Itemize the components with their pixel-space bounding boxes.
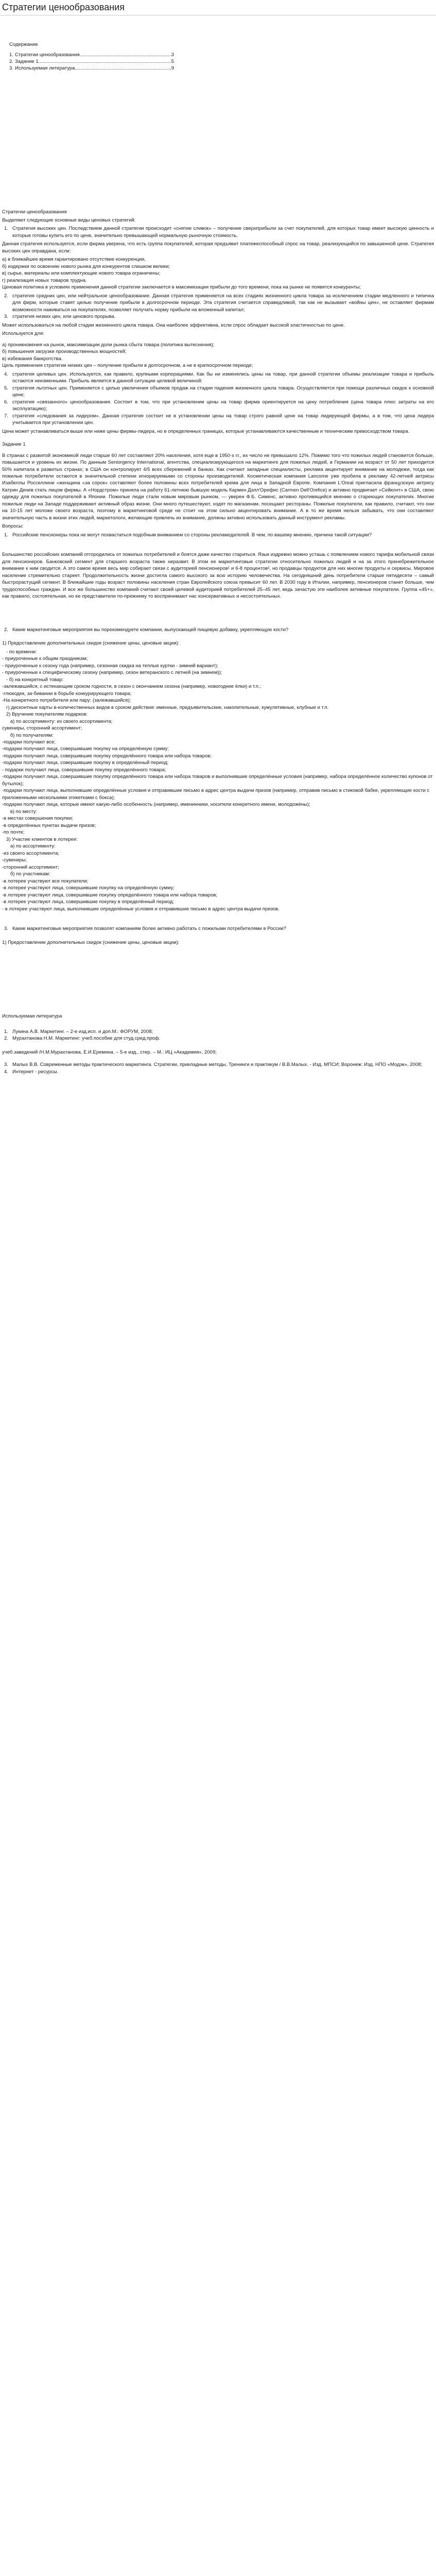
toc-item [9, 65, 174, 72]
list-item [2, 413, 434, 427]
literature-item [2, 1069, 434, 1075]
list-item [2, 293, 434, 313]
questions-label: Вопросы: [2, 523, 24, 530]
literature-item [2, 1061, 434, 1068]
answer-line: -в лотерее участвуют лица, совершившие покупку на определённую сумму; [2, 885, 175, 891]
answer-line: -подарки получают лица, совершившие покупку на определённую сумму; [2, 746, 169, 752]
answer-line: -из своего ассортимента; [2, 850, 60, 856]
answer-line: -подарки получают все; [2, 739, 56, 745]
answer-line: -глюкодек, за-бивании в борьбе конкурирующего товара; [2, 690, 132, 697]
section-heading: Используемая литература [2, 1013, 62, 1020]
list-line: г) реализация новых товаров трудна. [2, 277, 87, 283]
toc-item [9, 52, 174, 59]
toc-item [9, 59, 174, 65]
document-page [0, 0, 436, 1097]
table-of-contents [9, 41, 174, 72]
list-line: а) в ближайшее время гарантировано отсутствие конкуренции, [2, 257, 146, 263]
question-item [2, 925, 434, 932]
literature-text: Интернет - ресурсы. [12, 1069, 59, 1075]
paragraph: Выделяют следующие основные виды ценовых стратегий: [2, 217, 136, 223]
question-number: 2. [4, 626, 8, 633]
section-heading: Задание 1 [2, 442, 26, 448]
answer-line: -в лотерее участвуют все покупатели; [2, 878, 89, 884]
answer-sub: а) по ассортименту: из своего ассортимента; [2, 718, 113, 724]
toc-item-page: 3 [171, 52, 174, 58]
answer-line: - приуроченные к общим праздникам; [2, 656, 88, 662]
list-line: в) избежания банкротства. [2, 355, 63, 362]
answer-line: -в лотерее участвуют лица, совершившие покупку в определённый период; [2, 899, 175, 905]
toc-item-number: 3. [9, 65, 13, 71]
question-text: Российские пенсионеры пока не могут похвастаться подобным вниманием со стороны рекламодателей. В чем, по вашему мнению, причина такой ситуации? [12, 532, 372, 538]
list-item-number: 2. [4, 293, 8, 299]
task1-section [2, 441, 434, 946]
toc-item-label: Задание 1 [15, 58, 39, 64]
answer-line: сувениры, сторонний ассортимент; [2, 725, 82, 732]
questions-list [2, 532, 434, 538]
answer-line: -в лотерее участвуют лица, совершившие покупку определённого товара или набора товаров; [2, 892, 218, 898]
list-item-number: 5. [4, 385, 8, 391]
answer-line: -подарки получают лица, выполнившие определённые условия и отправившие письмо в адрес центра выдачи призов (например, отправив письмо в стиковой бабке, укрепляющие кости с приложенными несколькими этикетками с бокса); [2, 788, 430, 801]
toc-list [9, 52, 174, 72]
answer-line: - в лотерее участвуют лица, выполнившие определённые условия и отправившие письмо в адрес центра выдачи призов. [2, 906, 280, 912]
toc-leader [39, 59, 171, 65]
section-heading: Стратегии ценообразования [2, 209, 67, 215]
answer-line: -по почте; [2, 829, 25, 836]
list-item-text: стратегия льготных цен. Применяется с целью увеличения объемов продаж на стадии падения жизненного цикла товара. Осуществляется при помощи различных скидок к основной цене; [12, 385, 434, 398]
answer-line: -подарки получают лица, совершившие покупку определённого товара или набора товаров; [2, 753, 212, 759]
numbered-list [2, 293, 434, 320]
toc-leader [80, 52, 171, 59]
toc-item-page: 5 [171, 58, 174, 64]
answer-heading: 3) Участие клиентов в лотерее: [2, 836, 78, 842]
answer-sub: - б) на конкретный товар: [2, 676, 64, 683]
answer-line: -подарки получают лица, совершившие покупку определённого товара или набора товаров и выполнившие определённые условия (например, набора определённое количество купонов от бутылок); [2, 774, 433, 787]
list-item [2, 399, 434, 413]
toc-item-number: 1. [9, 52, 13, 58]
list-item [2, 225, 434, 239]
answer-line: - приуроченные к сезону года (например, сезонная скидка на теплые куртки - зимний вариант); [2, 663, 218, 669]
question-text: Какие маркетинговые мероприятия позволят компаниям более активно работать с пожилыми потребителями в России? [12, 926, 286, 932]
list-item-number: 3. [4, 314, 8, 320]
strategies-section [2, 209, 434, 435]
answer-sub: в) по месту: [2, 808, 38, 815]
question-number: 1. [4, 532, 8, 538]
paragraph: учеб.заведений /Н.М.Мурахтанова, Е.И.Еремина. – 5-е изд., стер. – М.: ИЦ «Академия», 2009; [2, 1049, 217, 1055]
list-item [2, 371, 434, 385]
answer-sub: - по времени: [2, 649, 37, 655]
numbered-list [2, 225, 434, 239]
document-content [0, 41, 436, 1075]
answer-line: -сторонний ассортимент; [2, 864, 59, 870]
answer-line: - приуроченные к специфическому сезону (например, сезон ветеранского с летней (на зимнем)); [2, 670, 222, 676]
list-item-text: стратегия низких цен, или ценового прорыва. [12, 314, 116, 320]
question-number: 3. [4, 926, 8, 932]
paragraph: Цель применения стратегии низких цен – получение прибыли в долгосрочном, а не в краткосрочном периоде; [2, 363, 253, 369]
paragraph: В странах с развитой экономикой люди старше 60 лет составляют 20% населения, хотя еще в 1950-х гг., их число не превышало 12%. Помимо того что пожилых людей становится больше, повышается и уровень их жизни. По данным Seniorgency International, агентства, специализирующегося на маркетинге для пожилых людей, в Германии на возраст от 50 лет приходится 50% капитала в развитых странах; в США он контролирует 4/5 всех сбережений в банках. Как считают западные специалисты, реклама акцентирует внимание на молодежи, тогда как пожилые потребители остаются в значительной степени игнорируемыми со стороны производителей. Косметическая компания Lancome уже пробила в рекламу 42-летней актрисы Изабеллы Росселлини «женщина «за сорок» составляют более половины всех потребителей крема для лица в Западной Европе. Компания L'Oreal пригласила французскую актрису Катрин Денев стать лицом фирмы. А «Нордстром» приняла на работу 61-летнюю бывшую модель Кармен Дэлл'Орефис (Carmen Dell'Orefice) и активно продвигает «Сейконт» в США, свою одежду для пожилых покупателей в Японии. Пожилые люди стали новым мировым рынком, — уверен Ф.Б. Сименс, активно противящийся мнению о стареющих покупателях. Многие пожилые люди на Западе поддерживают активный образ жизни. Они много путешествуют, ходят по магазинам, посещают рестораны. Пожилые покупатели, как правило, считают, что они на 10-15 лет моложе своего возраста, поэтому в маркетинговой среде не стоит на этом сильно акцентировать внимание. А в то же время нельзя забывать, что они составляют значительную часть в жизни этих людей, маркетологи, желающие привлечь их внимание, должны активно использовать данный инструмент рекламы. [2, 452, 434, 521]
literature-number: 3. [4, 1062, 8, 1068]
answer-line: -На конкретного потребителя или пару: (залежавшийся); [2, 698, 131, 704]
literature-text: Мурахтанова Н.М. Маркетинг: учеб.пособие для студ.сред.проф. [12, 1036, 161, 1042]
paragraph: Используется для: [2, 331, 44, 337]
paragraph: Ценовая политика в условиях применения данной стратегии заключается в максимизации прибыли до того времени, пока на рынке не появятся конкуренты; [2, 284, 361, 291]
list-item-number: 6. [4, 399, 8, 405]
list-item [2, 385, 434, 399]
list-line: а) проникновения на рынок, максимизации доли рынка сбыта товара (политика вытеснения); [2, 342, 215, 348]
paragraph: Большинство российских компаний отгородились от пожилых потребителей и боятся даже качество стариться. Язык издревно можно усташь с появлением нового тарифа мобильной связи для пенсионеров. Банковский сегмент для старшего возраста также неразвит. В этом ее маркетинговые стратегии относительно пожилых людей и на за этого пренебрежительное внимание к ним сводится. А это самое время весь мир собирает связи с аудиторией пенсионеров¹ и 6-8 процентов², но продавцы продуктов для них многие продукты и сервисы. Мировое население стремительно стареет. Продолжительность жизни достигла самого высокого за всю историю человечества. На сегодняшний день потребители старше пятидесяти – самый быстрорастущий сегмент. В ближайшие годы возраст половины населения стран Европейского союза превысит 60 лет. В 2030 году в Италии, например, пенсионеров станет больше, чем трудоспособных граждан. И все же большинство компаний считают своей целевой аудиторией потребителей 25–45 лет, ведь зачастую эти наиболее активные покупатели. Группа «45+», как правило, состоятельная, но ее представители по-прежнему то воспринимают нас консервативных и несостоятельных. [2, 552, 434, 600]
answer-line: -в местах совершения покупки; [2, 816, 73, 822]
toc-item-label: Стратегии ценообразования [15, 52, 80, 58]
toc-item-page: 9 [171, 65, 174, 71]
list-item [2, 313, 434, 320]
answer-heading: 2) Вручение покупателям подарков: [2, 711, 88, 718]
toc-heading: Содержание [9, 41, 38, 47]
answer-line: - подарки получают лица, совершившие покупку определённого товара; [2, 767, 166, 773]
questions-list [2, 925, 434, 932]
answer-heading: 1) Предоставление дополнительных скидок (снижение цены, ценовые акции): [2, 939, 180, 945]
paragraph: Цена может устанавливаться выше или ниже цены фирмы-лидера, но в определенных границах, которые устанавливаются качественным и техническим превосходством товара. [2, 428, 410, 434]
answer-line: -сувениры; [2, 857, 27, 863]
question-text: Какие маркетинговые мероприятия вы порекомендуете компании, выпускающей пищевую добавку, укрепляющую кости? [12, 626, 289, 633]
question-item [2, 626, 434, 633]
question-item [2, 532, 434, 538]
answer-sub: а) по ассортименту: [2, 843, 56, 850]
literature-list [2, 1028, 434, 1042]
literature-item [2, 1035, 434, 1042]
answer-sub: б) по получателям: [2, 732, 54, 738]
literature-number: 4. [4, 1069, 8, 1075]
paragraph: Данная стратегия используется, если фирма уверена, что есть группа покупателей, которая предъявит платежеспособный спрос на товар, реализующийся по завышенной цене. Стратегия высоких цен оправдана, если: [2, 241, 434, 254]
list-item-text: стратегия «связанного» ценообразования. Состоит в том, что при установлении цены на товар фирма ориентируется на цену потребления (цена товара плюс затраты на его эксплуатацию); [12, 399, 434, 412]
list-item-number: 7. [4, 413, 8, 419]
list-item-number: 4. [4, 371, 8, 377]
toc-item-label: Используемая литература [15, 65, 75, 71]
list-line: б) повышения загрузки производственных мощностей; [2, 349, 127, 355]
list-line: в) сырье, материалы или комплектующие нового товара ограничены; [2, 270, 161, 277]
literature-item [2, 1028, 434, 1035]
toc-leader [75, 65, 171, 72]
page-title: Стратегии ценообразования [2, 2, 125, 12]
paragraph: Может использоваться на любой стадии жизненного цикла товара. Она наиболее эффективна, если спрос обладает высокой эластичностью по цене. [2, 322, 345, 328]
answer-sub: б) по участникам: [2, 871, 50, 877]
list-item-number: 1. [4, 226, 8, 232]
answer-line: -подарки получают лица, совершившие покупку в определённый период; [2, 760, 169, 766]
answer-line: -в определённых пунктах выдачи призов; [2, 822, 96, 828]
list-item-text: стратегия средних цен, или нейтральное ценообразование. Данная стратегия применяется на всех стадиях жизненного цикла товара за исключением стадии медленного и типична для фирм, которые ставят целью получение прибыли в долгосрочном периоде. Эта стратегия считается справедливой, так как не вызывает «войны цен», не оставляет фирмам возможности наживаться на покупателях, позволяет получать норму прибыли на вложенный капитал; [12, 293, 434, 313]
literature-section [2, 1013, 434, 1075]
literature-number: 1. [4, 1028, 8, 1035]
answer-line: г) дисконтные карты в-количественных видов в сроком действия: именные, предъявительские, накопительные, кумулятивные, клубные и т.п. [2, 704, 329, 710]
answer-heading: 1) Предоставление дополнительных скидок (снижение цены, ценовые акции): [2, 640, 180, 647]
toc-item-number: 2. [9, 58, 13, 64]
literature-text: Малых В.В. Современные методы практического маркетинга. Стратегии, прикладные методы, Тренинги и практикум / В.В.Малых. - Изд. МПСИ; Воронеж: Изд. НПО «Модэк», 2008; [12, 1062, 423, 1068]
list-item-text: Стратегия высоких цен. Последствием данной стратегии происходит «снятие сливок» – получение сверхприбыли за счет покупателей, для которых товар имеет высокую ценность и которые готовы купить его по цене, значительно превышающей нормальную рыночную стоимость. [12, 226, 434, 239]
list-line: б) издержки по освоению нового рынка для конкурентов слишком велики; [2, 263, 170, 269]
numbered-list [2, 371, 434, 427]
literature-text: Лукина А.В. Маркетинг. – 2-е изд.исп. и доп.М.: ФОРУМ, 2008; [12, 1028, 153, 1035]
list-item-text: стратегия «следования за лидером». Данная стратегия состоит не в установлении цены на товар строго равной цене на товар лидирующей фирмы, а в том, что цена лидера учитывается при установлении цен. [12, 413, 434, 426]
literature-list [2, 1061, 434, 1075]
answer-line: -залежавшийся, с истекающим сроком годности, в сезон с окончанием сезона (например, новогодние ёлки) и т.п.; [2, 684, 261, 690]
list-item-text: стратегия целевых цен. Используется, как правило, крупными корпорациями. Как бы ни изменялись цены на товар, при данной стратегии объемы реализации товара и прибыль остаются неизменными. Прибыль является в данной ситуации целевой величиной; [12, 371, 434, 384]
questions-list [2, 626, 434, 633]
answer-line: -подарки получают лица, которые имеют какую-либо особенность (например, именинники, носители конкретного имени, молодожёны); [2, 802, 310, 808]
literature-number: 2. [4, 1036, 8, 1042]
